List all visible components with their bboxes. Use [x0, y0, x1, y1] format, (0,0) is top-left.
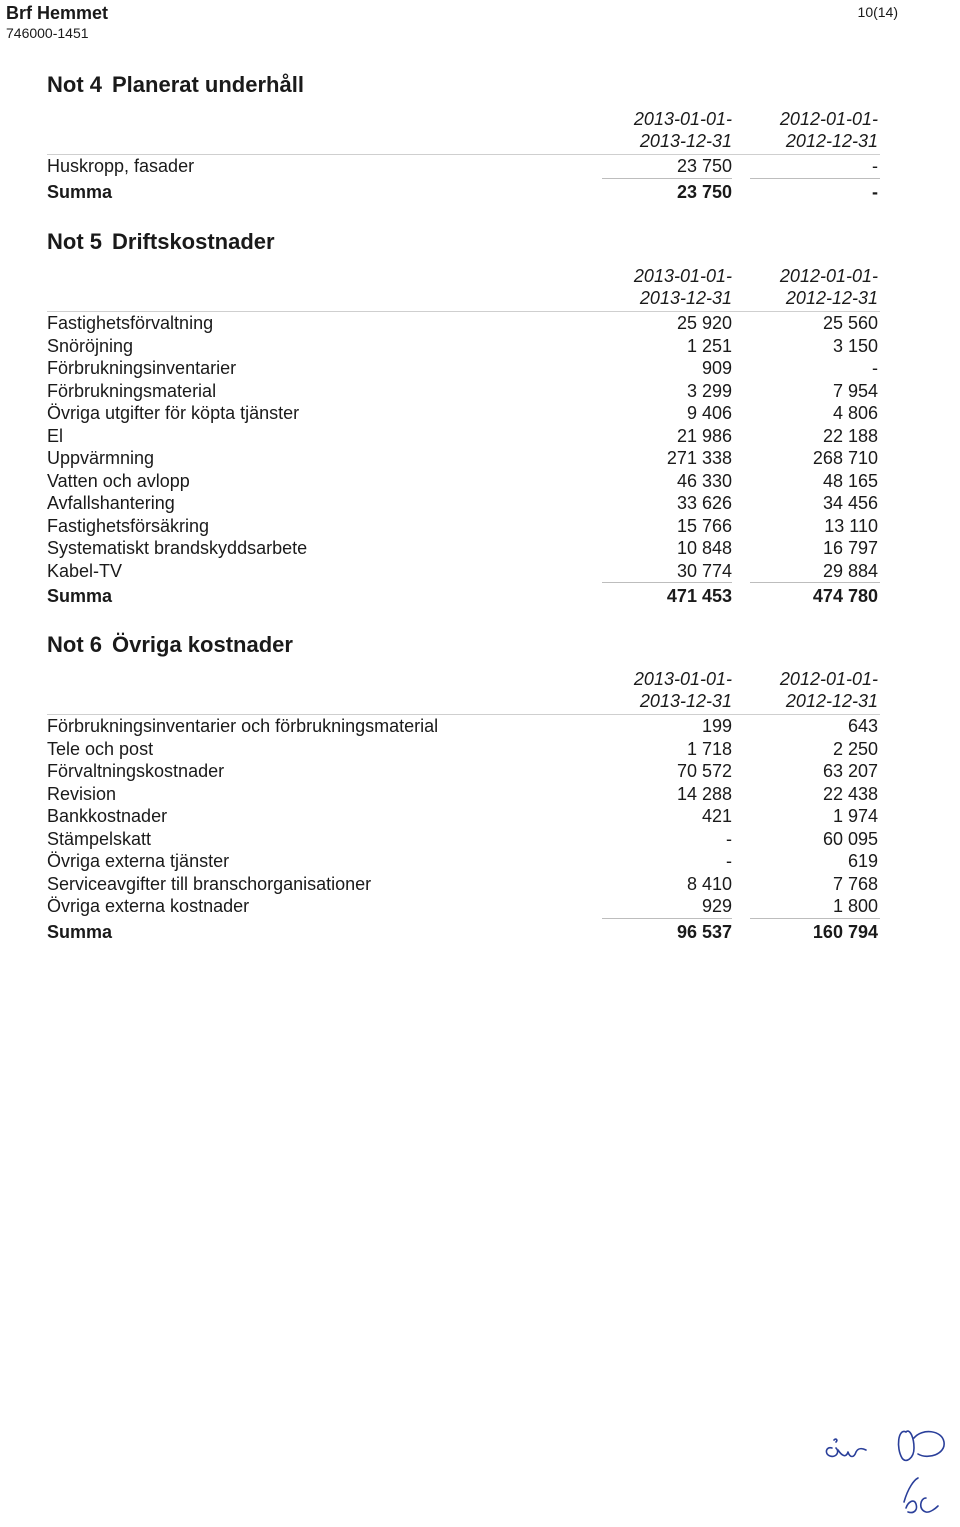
- table-row: [47, 873, 880, 896]
- period-header: [47, 668, 880, 714]
- row-prior-value: 1 974: [832, 806, 878, 826]
- row-prior-value: 13 110: [824, 515, 878, 536]
- note-number: Not 6: [47, 632, 102, 657]
- table-row: [47, 380, 880, 403]
- row-prior-value: 48 165: [822, 470, 878, 491]
- row-label: Revision: [47, 783, 117, 804]
- row-prior-value: 60 095: [822, 828, 878, 849]
- row-current-value: 30 774: [676, 560, 732, 581]
- table-row: [47, 155, 880, 178]
- table-row: [47, 357, 880, 380]
- row-prior-value: 22 438: [822, 783, 878, 804]
- row-prior-value: 16 797: [822, 538, 878, 558]
- row-prior-value: 22 188: [822, 425, 878, 446]
- row-current-value: 9 406: [686, 403, 732, 423]
- row-label: Systematiskt brandskyddsarbete: [47, 538, 308, 558]
- note-6-title: [47, 632, 880, 658]
- row-current-value: 21 986: [676, 425, 732, 446]
- row-prior-value: 1 800: [832, 896, 878, 916]
- row-label: Kabel-TV: [47, 560, 123, 581]
- row-current-value: 199: [701, 716, 732, 736]
- row-label: Förbrukningsmaterial: [47, 380, 217, 401]
- prior-period-label: [718, 668, 878, 712]
- row-label: Stämpelskatt: [47, 828, 152, 849]
- note-4-section: [47, 72, 880, 206]
- period-start: 2013-01-01-: [633, 669, 732, 689]
- table-row: [47, 335, 880, 358]
- table-row: [47, 515, 880, 538]
- row-label: Snöröjning: [47, 335, 134, 356]
- row-prior-value: 2 250: [832, 738, 878, 759]
- sum-label: Summa: [47, 586, 113, 606]
- row-current-value: 909: [701, 358, 732, 378]
- org-number: 746000-1451: [6, 25, 89, 41]
- current-period-label: [572, 668, 732, 712]
- row-current-value: -: [726, 851, 732, 871]
- note-number: Not 5: [47, 229, 102, 254]
- row-label: Övriga externa kostnader: [47, 896, 250, 916]
- period-end: 2013-12-31: [639, 131, 732, 151]
- table-row: [47, 760, 880, 783]
- note-number: Not 4: [47, 72, 102, 97]
- org-name: Brf Hemmet: [6, 3, 109, 23]
- row-label: Förbrukningsinventarier och förbrukningsmaterial: [47, 716, 439, 736]
- sum-label: Summa: [47, 921, 113, 942]
- row-label: Huskropp, fasader: [47, 156, 195, 176]
- current-period-label: [572, 265, 732, 309]
- row-current-value: 33 626: [676, 493, 732, 513]
- prior-period-label: [718, 108, 878, 152]
- period-end: 2012-12-31: [785, 288, 878, 308]
- row-prior-value: -: [872, 358, 878, 378]
- row-prior-value: 34 456: [822, 493, 878, 513]
- period-start: 2012-01-01-: [779, 669, 878, 689]
- table-row: [47, 492, 880, 515]
- row-current-value: 70 572: [676, 761, 732, 781]
- row-label: Vatten och avlopp: [47, 470, 190, 491]
- row-label: Förvaltningskostnader: [47, 761, 225, 781]
- row-current-value: 25 920: [676, 313, 732, 333]
- table-row: [47, 560, 880, 583]
- signature-stroke: [834, 1439, 837, 1442]
- sum-label: Summa: [47, 181, 113, 202]
- row-prior-value: 7 768: [832, 873, 878, 894]
- note-heading: Övriga kostnader: [112, 632, 293, 657]
- period-start: 2013-01-01-: [633, 109, 732, 129]
- row-label: Bankkostnader: [47, 806, 168, 826]
- table-row: [47, 895, 880, 918]
- note-4-rows: [47, 154, 880, 178]
- period-start: 2012-01-01-: [779, 109, 878, 129]
- signature-stroke: [826, 1448, 866, 1457]
- row-prior-value: 4 806: [832, 403, 878, 423]
- period-start: 2012-01-01-: [779, 266, 878, 286]
- table-row: [47, 425, 880, 448]
- table-row: [47, 805, 880, 828]
- row-prior-value: 63 207: [822, 761, 878, 781]
- note-5-section: [47, 229, 880, 610]
- note-heading: Driftskostnader: [112, 229, 275, 254]
- sum-current: 96 537: [676, 921, 732, 942]
- row-label: Förbrukningsinventarier: [47, 358, 237, 378]
- row-label: Avfallshantering: [47, 493, 175, 513]
- row-label: Övriga utgifter för köpta tjänster: [47, 403, 300, 423]
- row-current-value: 3 299: [686, 380, 732, 401]
- row-current-value: 46 330: [676, 470, 732, 491]
- row-prior-value: 643: [847, 716, 878, 736]
- note-5-rows: [47, 311, 880, 582]
- handwritten-initials-signature: [818, 1418, 958, 1523]
- note-6-section: [47, 632, 880, 946]
- period-end: 2013-12-31: [639, 691, 732, 711]
- table-row: [47, 312, 880, 335]
- row-label: Serviceavgifter till branschorganisationer: [47, 873, 372, 894]
- period-header: [47, 108, 880, 154]
- note-4-title: [47, 72, 880, 98]
- table-row: [47, 850, 880, 873]
- row-current-value: -: [726, 828, 732, 849]
- row-label: Övriga externa tjänster: [47, 851, 230, 871]
- row-label: Uppvärmning: [47, 448, 155, 468]
- row-current-value: 271 338: [666, 448, 732, 468]
- note-5-title: [47, 229, 880, 255]
- table-row: [47, 447, 880, 470]
- row-label: Tele och post: [47, 738, 154, 759]
- row-current-value: 1 251: [686, 335, 732, 356]
- row-prior-value: 25 560: [822, 313, 878, 333]
- table-row: [47, 470, 880, 493]
- row-prior-value: 7 954: [832, 380, 878, 401]
- current-period-label: [572, 108, 732, 152]
- note-heading: Planerat underhåll: [112, 72, 304, 97]
- period-end: 2012-12-31: [785, 131, 878, 151]
- table-row: [47, 402, 880, 425]
- sum-prior: 474 780: [812, 586, 878, 606]
- table-row: [47, 828, 880, 851]
- row-prior-value: 268 710: [812, 448, 878, 468]
- row-prior-value: 29 884: [822, 560, 878, 581]
- row-prior-value: 619: [847, 851, 878, 871]
- row-label: Fastighetsförsäkring: [47, 515, 210, 536]
- note-6-rows: [47, 714, 880, 918]
- row-current-value: 23 750: [676, 156, 732, 176]
- signature-stroke: [904, 1478, 938, 1513]
- period-end: 2012-12-31: [785, 691, 878, 711]
- row-label: El: [47, 425, 64, 446]
- row-prior-value: -: [872, 156, 878, 176]
- table-row: [47, 715, 880, 738]
- sum-prior: 160 794: [812, 921, 878, 942]
- sum-row: [47, 582, 880, 610]
- row-prior-value: 3 150: [832, 335, 878, 356]
- sum-row: [47, 178, 880, 206]
- row-label: Fastighetsförvaltning: [47, 313, 214, 333]
- page-number: 10(14): [857, 4, 898, 20]
- row-current-value: 8 410: [686, 873, 732, 894]
- sum-row: [47, 918, 880, 946]
- row-current-value: 10 848: [676, 538, 732, 558]
- row-current-value: 421: [701, 806, 732, 826]
- sum-prior: -: [872, 181, 878, 202]
- table-row: [47, 738, 880, 761]
- row-current-value: 14 288: [676, 783, 732, 804]
- row-current-value: 15 766: [676, 515, 732, 536]
- period-start: 2013-01-01-: [633, 266, 732, 286]
- document-header: [6, 2, 108, 42]
- table-row: [47, 537, 880, 560]
- period-end: 2013-12-31: [639, 288, 732, 308]
- period-header: [47, 265, 880, 311]
- sum-current: 23 750: [676, 181, 732, 202]
- signature-stroke: [899, 1431, 945, 1460]
- row-current-value: 929: [701, 896, 732, 916]
- prior-period-label: [718, 265, 878, 309]
- row-current-value: 1 718: [686, 738, 732, 759]
- table-row: [47, 783, 880, 806]
- sum-current: 471 453: [666, 586, 732, 606]
